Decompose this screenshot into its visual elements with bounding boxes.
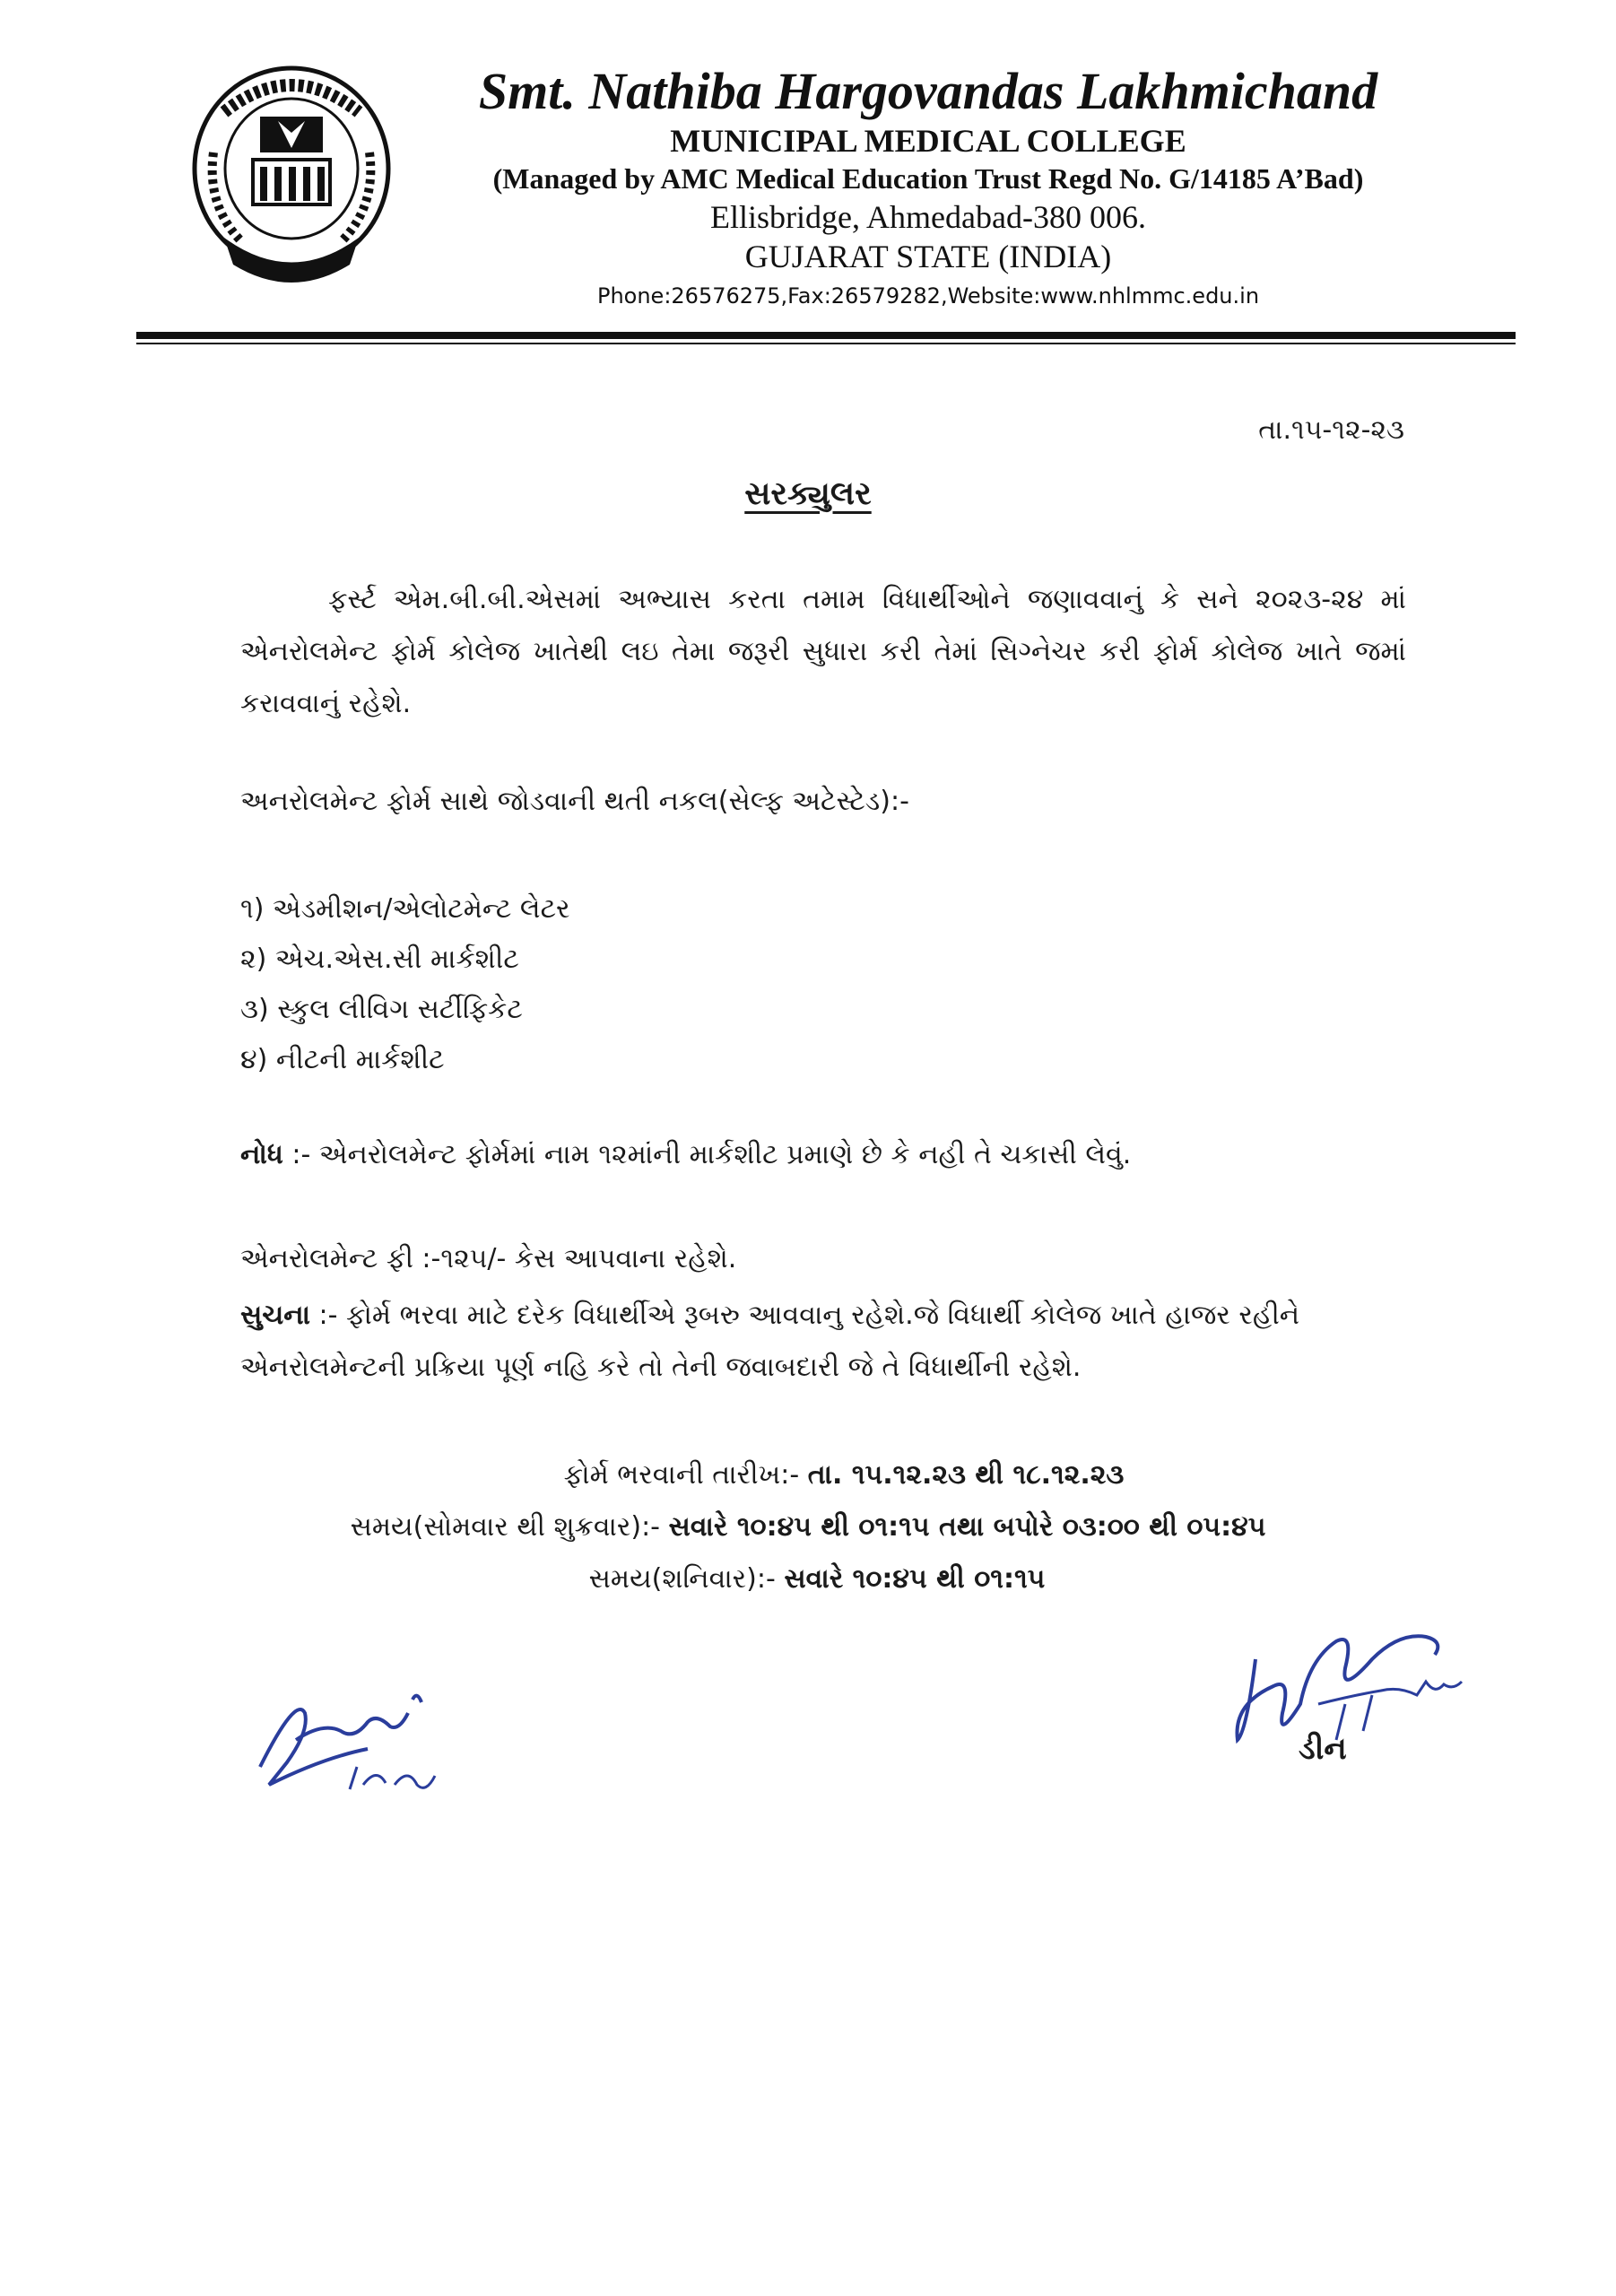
college-name: MUNICIPAL MEDICAL COLLEGE	[670, 123, 1186, 159]
schedule-label: સમય(સોમવાર થી શુક્રવાર):-	[350, 1511, 669, 1543]
attachments-heading: અનરોલમેન્ટ ફોર્મ સાથે જોડવાની થતી નકલ(સેલ્ફ અટેસ્ટેડ):-	[240, 786, 909, 817]
circular-title: સરક્યુલર	[744, 475, 872, 512]
schedule-value: તા. ૧૫.૧૨.૨૩ થી ૧૮.૧૨.૨૩	[807, 1459, 1125, 1491]
institution-name: Smt. Nathiba Hargovandas Lakhmichand	[478, 62, 1378, 120]
list-item: ૩) સ્કુલ લીવિગ સર્ટીફિકેટ	[240, 994, 523, 1025]
note-label: નોધ	[240, 1139, 283, 1170]
list-item: ૪) નીટની માર્કશીટ	[240, 1044, 445, 1075]
header-divider-thin	[136, 343, 1516, 344]
schedule-value: સવારે ૧૦:૪૫ થી ૦૧:૧૫	[784, 1563, 1046, 1595]
header-divider-thick	[136, 332, 1516, 339]
schedule-row	[0, 1449, 1616, 1501]
college-seal-logo	[188, 63, 395, 287]
schedule-row	[0, 1553, 1616, 1605]
instruction-label: સુચના	[240, 1300, 310, 1331]
body-paragraph	[240, 574, 1406, 730]
schedule	[0, 1449, 1616, 1605]
address: Ellisbridge, Ahmedabad-380 006.	[710, 199, 1146, 235]
list-item: ૧) એડમીશન/એલોટમેન્ટ લેટર	[240, 893, 570, 925]
note	[240, 1139, 1131, 1170]
instruction	[240, 1290, 1406, 1394]
attachments-list	[240, 884, 570, 1085]
contact-line: Phone:26576275,Fax:26579282,Website:www.nhlmmc.edu.in	[596, 283, 1260, 309]
note-text: :- એનરોલમેન્ટ ફોર્મમાં નામ ૧૨માંની માર્કશીટ પ્રમાણે છે કે નહી તે ચકાસી લેવું.	[282, 1139, 1132, 1170]
schedule-value: સવારે ૧૦:૪૫ થી ૦૧:૧૫ તથા બપોરે ૦૩:૦૦ થી ૦૫:૪૫	[668, 1511, 1266, 1543]
circular-date: તા.૧૫-૧૨-૨૩	[1258, 414, 1404, 446]
signatory-designation: ડીન	[1299, 1731, 1347, 1767]
schedule-label: ફોર્મ ભરવાની તારીખ:-	[563, 1459, 808, 1491]
managed-by: (Managed by AMC Medical Education Trust Regd No. G/14185 A’Bad)	[492, 162, 1364, 195]
schedule-row	[0, 1501, 1616, 1553]
list-item: ૨) એચ.એસ.સી માર્કશીટ	[240, 944, 519, 975]
paragraph-text: ફર્સ્ટ એમ.બી.બી.એસમાં અભ્યાસ કરતા તમામ વિધાર્થીઓને જણાવવાનું કે સને ૨૦૨૩-૨૪ માં એનરોલમેન્ટ ફોર્મ કોલેજ ખાતેથી લઇ તેમા જરૂરી સુધારા કરી તેમાં સિગ્નેચર કરી ફોર્મ કોલેજ ખાતે જમાં કરાવવાનું રહેશે.	[240, 584, 1406, 719]
schedule-label: સમય(શનિવાર):-	[588, 1563, 785, 1595]
letterhead	[421, 61, 1435, 316]
state: GUJARAT STATE (INDIA)	[744, 239, 1112, 274]
left-signature	[242, 1677, 484, 1803]
right-signature	[1220, 1605, 1489, 1767]
enrollment-fee: એનરોલમેન્ટ ફી :-૧૨૫/- કેસ આપવાના રહેશે.	[240, 1243, 737, 1274]
instruction-text: :- ફોર્મ ભરવા માટે દરેક વિધાર્થીએ રૂબરુ આવવાનુ રહેશે.જે વિધાર્થી કોલેજ ખાતે હાજર રહીને એનરોલમેન્ટની પ્રક્રિયા પૂર્ણ નહિ કરે તો તેની જવાબદારી જે તે વિધાર્થીની રહેશે.	[240, 1300, 1300, 1383]
